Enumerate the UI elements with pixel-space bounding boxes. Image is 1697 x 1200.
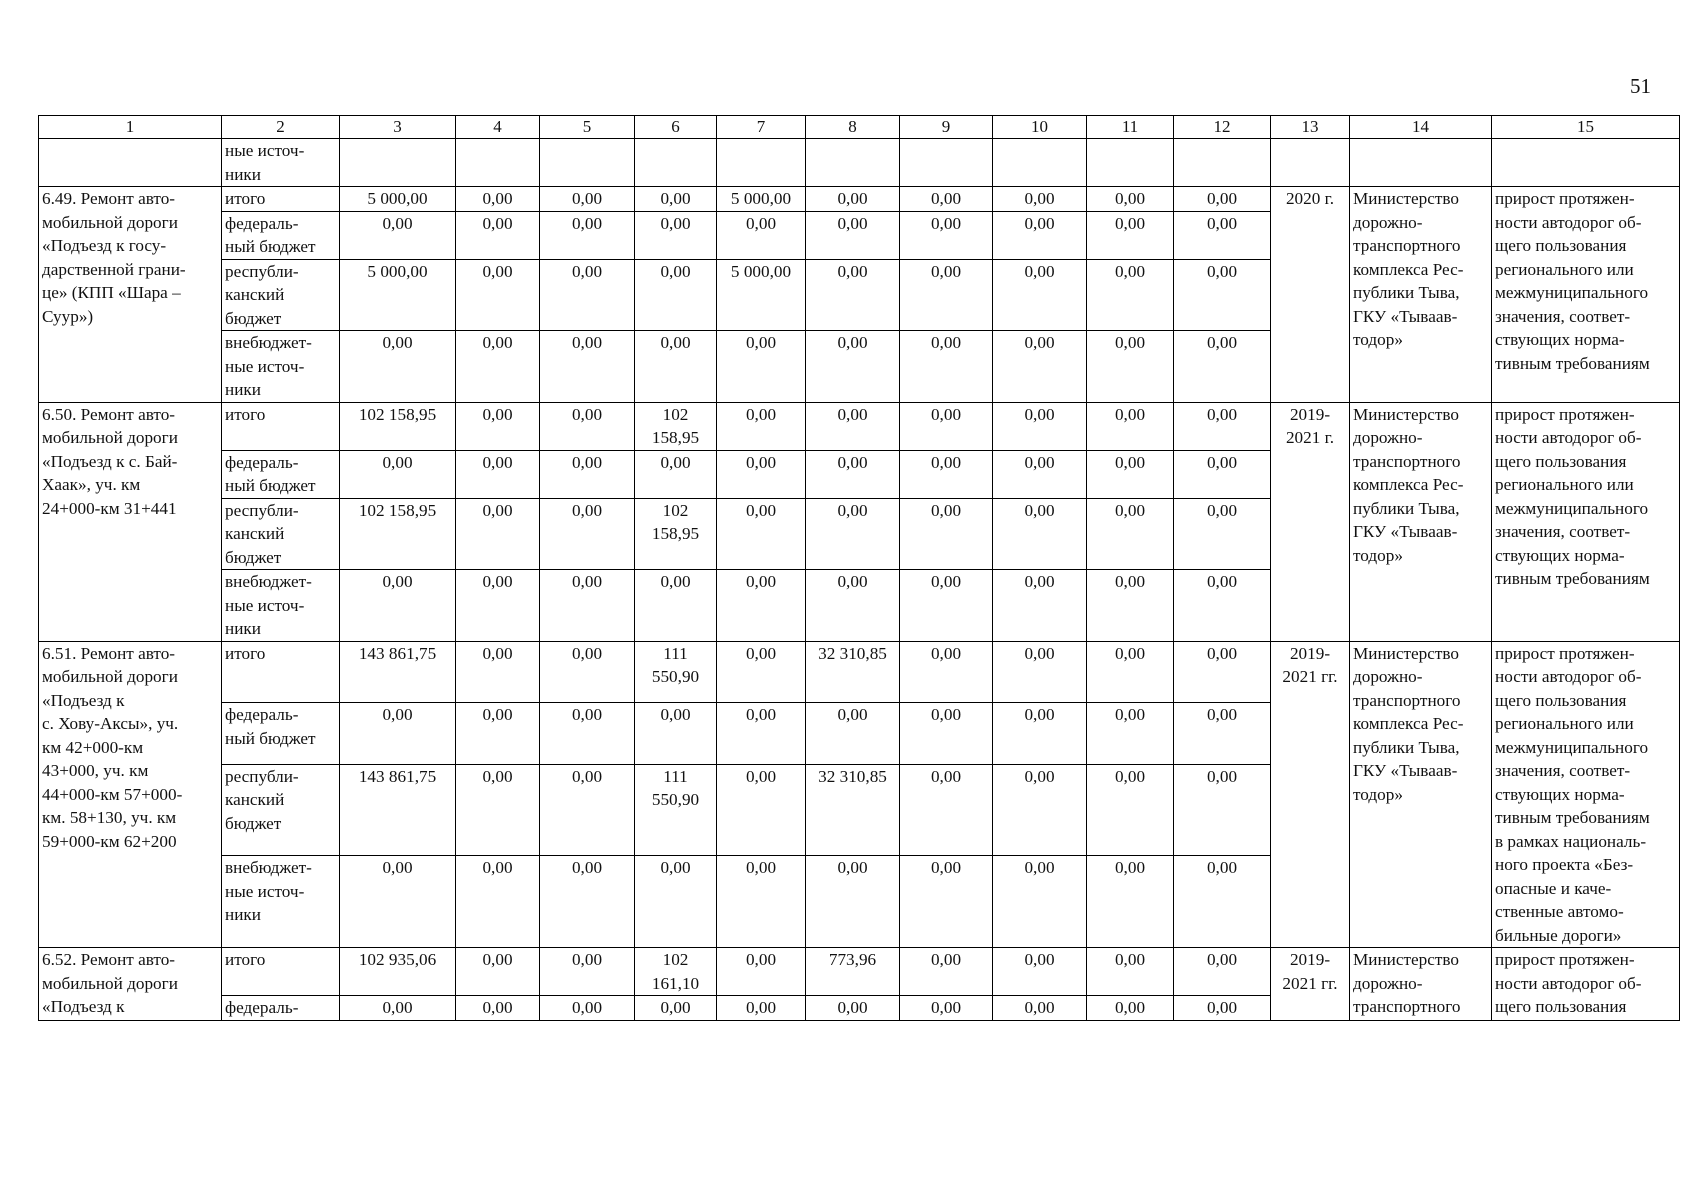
amount-cell: 0,00 bbox=[1174, 211, 1271, 259]
amount-cell: 0,00 bbox=[717, 641, 806, 703]
column-header: 9 bbox=[900, 116, 993, 139]
amount-cell: 0,00 bbox=[456, 402, 540, 450]
amount-cell: 0,00 bbox=[456, 703, 540, 765]
empty-cell bbox=[1087, 139, 1174, 187]
amount-cell: 111 550,90 bbox=[635, 764, 717, 856]
table-row bbox=[39, 402, 1680, 450]
empty-cell bbox=[1271, 139, 1350, 187]
amount-cell: 0,00 bbox=[1087, 948, 1174, 996]
amount-cell: 0,00 bbox=[806, 211, 900, 259]
funding-source: внебюджет- ные источ- ники bbox=[222, 856, 340, 948]
amount-cell: 0,00 bbox=[635, 259, 717, 331]
amount-cell: 0,00 bbox=[806, 570, 900, 642]
amount-cell: 0,00 bbox=[1174, 450, 1271, 498]
amount-cell: 143 861,75 bbox=[340, 641, 456, 703]
amount-cell: 0,00 bbox=[900, 402, 993, 450]
amount-cell: 5 000,00 bbox=[340, 259, 456, 331]
amount-cell: 0,00 bbox=[1087, 570, 1174, 642]
amount-cell: 0,00 bbox=[540, 211, 635, 259]
amount-cell: 773,96 bbox=[806, 948, 900, 996]
amount-cell: 0,00 bbox=[806, 703, 900, 765]
column-header: 3 bbox=[340, 116, 456, 139]
amount-cell: 0,00 bbox=[717, 211, 806, 259]
funding-source: республи- канский бюджет bbox=[222, 764, 340, 856]
funding-source: ные источ- ники bbox=[222, 139, 340, 187]
measure-name: 6.52. Ремонт авто- мобильной дороги «Подъезд к bbox=[39, 948, 222, 1021]
amount-cell: 0,00 bbox=[900, 948, 993, 996]
amount-cell: 0,00 bbox=[456, 450, 540, 498]
amount-cell: 0,00 bbox=[717, 331, 806, 403]
column-header: 15 bbox=[1492, 116, 1680, 139]
amount-cell: 143 861,75 bbox=[340, 764, 456, 856]
amount-cell: 0,00 bbox=[1174, 948, 1271, 996]
amount-cell: 102 158,95 bbox=[340, 402, 456, 450]
budget-table bbox=[38, 115, 1680, 1021]
measure-name: 6.50. Ремонт авто- мобильной дороги «Подъезд к с. Бай- Хаак», уч. км 24+000-км 31+441 bbox=[39, 402, 222, 641]
amount-cell: 102 935,06 bbox=[340, 948, 456, 996]
amount-cell: 0,00 bbox=[993, 570, 1087, 642]
amount-cell: 0,00 bbox=[540, 996, 635, 1021]
empty-cell bbox=[717, 139, 806, 187]
amount-cell: 0,00 bbox=[717, 570, 806, 642]
amount-cell: 0,00 bbox=[717, 856, 806, 948]
amount-cell: 0,00 bbox=[717, 703, 806, 765]
amount-cell: 0,00 bbox=[340, 856, 456, 948]
funding-source: федераль- ный бюджет bbox=[222, 211, 340, 259]
result-cell: прирост протяжен- ности автодорог об- щего пользования регионального или межмуниципального значения, соответ- ствующих норма- тивным требованиям bbox=[1492, 402, 1680, 641]
empty-cell bbox=[39, 139, 222, 187]
column-header: 2 bbox=[222, 116, 340, 139]
header-row bbox=[39, 116, 1680, 139]
empty-cell bbox=[635, 139, 717, 187]
amount-cell: 0,00 bbox=[993, 764, 1087, 856]
amount-cell: 102 158,95 bbox=[340, 498, 456, 570]
amount-cell: 0,00 bbox=[993, 948, 1087, 996]
amount-cell: 0,00 bbox=[540, 450, 635, 498]
amount-cell: 0,00 bbox=[635, 331, 717, 403]
amount-cell: 0,00 bbox=[1087, 187, 1174, 212]
amount-cell: 32 310,85 bbox=[806, 641, 900, 703]
amount-cell: 0,00 bbox=[900, 764, 993, 856]
amount-cell: 0,00 bbox=[993, 703, 1087, 765]
executor-cell: Министерство дорожно- транспортного комплекса Рес- публики Тыва, ГКУ «Тываав- тодор» bbox=[1350, 641, 1492, 948]
table-row bbox=[39, 187, 1680, 212]
amount-cell: 0,00 bbox=[900, 703, 993, 765]
amount-cell: 0,00 bbox=[900, 641, 993, 703]
amount-cell: 0,00 bbox=[1087, 331, 1174, 403]
column-header: 7 bbox=[717, 116, 806, 139]
period-cell: 2020 г. bbox=[1271, 187, 1350, 403]
amount-cell: 0,00 bbox=[456, 948, 540, 996]
executor-cell: Министерство дорожно- транспортного комплекса Рес- публики Тыва, ГКУ «Тываав- тодор» bbox=[1350, 402, 1492, 641]
amount-cell: 0,00 bbox=[1174, 259, 1271, 331]
empty-cell bbox=[1350, 139, 1492, 187]
amount-cell: 0,00 bbox=[1087, 450, 1174, 498]
empty-cell bbox=[806, 139, 900, 187]
empty-cell bbox=[900, 139, 993, 187]
column-header: 14 bbox=[1350, 116, 1492, 139]
amount-cell: 0,00 bbox=[900, 570, 993, 642]
empty-cell bbox=[1174, 139, 1271, 187]
amount-cell: 0,00 bbox=[993, 259, 1087, 331]
amount-cell: 0,00 bbox=[340, 331, 456, 403]
amount-cell: 0,00 bbox=[540, 764, 635, 856]
amount-cell: 0,00 bbox=[1087, 498, 1174, 570]
amount-cell: 0,00 bbox=[900, 856, 993, 948]
empty-cell bbox=[340, 139, 456, 187]
funding-source: внебюджет- ные источ- ники bbox=[222, 570, 340, 642]
amount-cell: 0,00 bbox=[456, 259, 540, 331]
funding-source: итого bbox=[222, 402, 340, 450]
amount-cell: 0,00 bbox=[456, 764, 540, 856]
amount-cell: 0,00 bbox=[540, 259, 635, 331]
amount-cell: 5 000,00 bbox=[717, 259, 806, 331]
amount-cell: 0,00 bbox=[993, 641, 1087, 703]
amount-cell: 0,00 bbox=[540, 703, 635, 765]
amount-cell: 0,00 bbox=[1174, 570, 1271, 642]
amount-cell: 0,00 bbox=[806, 996, 900, 1021]
empty-cell bbox=[540, 139, 635, 187]
result-cell: прирост протяжен- ности автодорог об- щего пользования bbox=[1492, 948, 1680, 1021]
amount-cell: 102 158,95 bbox=[635, 402, 717, 450]
amount-cell: 0,00 bbox=[1174, 703, 1271, 765]
amount-cell: 0,00 bbox=[1087, 856, 1174, 948]
amount-cell: 0,00 bbox=[635, 703, 717, 765]
column-header: 11 bbox=[1087, 116, 1174, 139]
column-header: 8 bbox=[806, 116, 900, 139]
amount-cell: 0,00 bbox=[340, 703, 456, 765]
period-cell: 2019- 2021 гг. bbox=[1271, 948, 1350, 1021]
amount-cell: 32 310,85 bbox=[806, 764, 900, 856]
amount-cell: 0,00 bbox=[993, 211, 1087, 259]
amount-cell: 0,00 bbox=[717, 402, 806, 450]
column-header: 6 bbox=[635, 116, 717, 139]
amount-cell: 0,00 bbox=[340, 570, 456, 642]
amount-cell: 0,00 bbox=[635, 570, 717, 642]
amount-cell: 0,00 bbox=[456, 996, 540, 1021]
amount-cell: 0,00 bbox=[340, 450, 456, 498]
amount-cell: 0,00 bbox=[540, 331, 635, 403]
funding-source: федераль- ный бюджет bbox=[222, 450, 340, 498]
amount-cell: 0,00 bbox=[900, 211, 993, 259]
column-header: 1 bbox=[39, 116, 222, 139]
amount-cell: 0,00 bbox=[900, 187, 993, 212]
amount-cell: 0,00 bbox=[1174, 498, 1271, 570]
amount-cell: 0,00 bbox=[540, 948, 635, 996]
table-row bbox=[39, 641, 1680, 703]
funding-source: итого bbox=[222, 641, 340, 703]
amount-cell: 0,00 bbox=[540, 641, 635, 703]
amount-cell: 102 158,95 bbox=[635, 498, 717, 570]
amount-cell: 0,00 bbox=[806, 856, 900, 948]
funding-source: внебюджет- ные источ- ники bbox=[222, 331, 340, 403]
amount-cell: 0,00 bbox=[1087, 259, 1174, 331]
amount-cell: 0,00 bbox=[993, 402, 1087, 450]
measure-name: 6.49. Ремонт авто- мобильной дороги «Подъезд к госу- дарственной грани- це» (КПП «Шара – Суур») bbox=[39, 187, 222, 403]
amount-cell: 0,00 bbox=[1174, 402, 1271, 450]
amount-cell: 0,00 bbox=[717, 450, 806, 498]
funding-source: республи- канский бюджет bbox=[222, 498, 340, 570]
amount-cell: 0,00 bbox=[993, 996, 1087, 1021]
amount-cell: 0,00 bbox=[993, 187, 1087, 212]
carry-over-row bbox=[39, 139, 1680, 187]
amount-cell: 0,00 bbox=[456, 331, 540, 403]
amount-cell: 0,00 bbox=[717, 996, 806, 1021]
amount-cell: 0,00 bbox=[900, 450, 993, 498]
amount-cell: 0,00 bbox=[1087, 996, 1174, 1021]
amount-cell: 0,00 bbox=[456, 570, 540, 642]
executor-cell: Министерство дорожно- транспортного bbox=[1350, 948, 1492, 1021]
amount-cell: 0,00 bbox=[806, 331, 900, 403]
amount-cell: 0,00 bbox=[340, 211, 456, 259]
funding-source: итого bbox=[222, 948, 340, 996]
amount-cell: 0,00 bbox=[1087, 764, 1174, 856]
amount-cell: 0,00 bbox=[456, 641, 540, 703]
amount-cell: 0,00 bbox=[806, 498, 900, 570]
column-header: 5 bbox=[540, 116, 635, 139]
amount-cell: 0,00 bbox=[540, 498, 635, 570]
amount-cell: 0,00 bbox=[993, 498, 1087, 570]
amount-cell: 0,00 bbox=[1087, 641, 1174, 703]
amount-cell: 0,00 bbox=[540, 402, 635, 450]
amount-cell: 0,00 bbox=[993, 856, 1087, 948]
amount-cell: 0,00 bbox=[1174, 331, 1271, 403]
amount-cell: 0,00 bbox=[806, 259, 900, 331]
amount-cell: 0,00 bbox=[806, 187, 900, 212]
amount-cell: 5 000,00 bbox=[717, 187, 806, 212]
measure-name: 6.51. Ремонт авто- мобильной дороги «Подъезд к с. Хову-Аксы», уч. км 42+000-км 43+000, уч. км 44+000-км 57+000- км. 58+130, уч. км 59+000-км 62+200 bbox=[39, 641, 222, 948]
amount-cell: 0,00 bbox=[340, 996, 456, 1021]
amount-cell: 0,00 bbox=[1174, 996, 1271, 1021]
funding-source: федераль- ный бюджет bbox=[222, 703, 340, 765]
empty-cell bbox=[1492, 139, 1680, 187]
amount-cell: 0,00 bbox=[635, 450, 717, 498]
amount-cell: 5 000,00 bbox=[340, 187, 456, 212]
amount-cell: 0,00 bbox=[1087, 402, 1174, 450]
result-cell: прирост протяжен- ности автодорог об- щего пользования регионального или межмуниципального значения, соответ- ствующих норма- тивным требованиям bbox=[1492, 187, 1680, 403]
amount-cell: 0,00 bbox=[635, 211, 717, 259]
table-row bbox=[39, 948, 1680, 996]
empty-cell bbox=[993, 139, 1087, 187]
funding-source: итого bbox=[222, 187, 340, 212]
amount-cell: 0,00 bbox=[1174, 856, 1271, 948]
column-header: 4 bbox=[456, 116, 540, 139]
amount-cell: 0,00 bbox=[1174, 764, 1271, 856]
amount-cell: 0,00 bbox=[717, 764, 806, 856]
amount-cell: 0,00 bbox=[540, 187, 635, 212]
column-header: 13 bbox=[1271, 116, 1350, 139]
amount-cell: 0,00 bbox=[635, 856, 717, 948]
amount-cell: 0,00 bbox=[900, 996, 993, 1021]
amount-cell: 0,00 bbox=[1174, 641, 1271, 703]
amount-cell: 0,00 bbox=[993, 331, 1087, 403]
period-cell: 2019- 2021 г. bbox=[1271, 402, 1350, 641]
page-number: 51 bbox=[1630, 74, 1651, 98]
column-header: 12 bbox=[1174, 116, 1271, 139]
funding-source: республи- канский бюджет bbox=[222, 259, 340, 331]
amount-cell: 0,00 bbox=[1087, 211, 1174, 259]
amount-cell: 0,00 bbox=[456, 187, 540, 212]
amount-cell: 0,00 bbox=[635, 187, 717, 212]
result-cell: прирост протяжен- ности автодорог об- щего пользования регионального или межмуниципального значения, соответ- ствующих норма- тивным требованиям в рамках националь- ного проекта «Без- опасные и каче- ственные автомо- бильные дороги» bbox=[1492, 641, 1680, 948]
amount-cell: 0,00 bbox=[456, 211, 540, 259]
funding-source: федераль- bbox=[222, 996, 340, 1021]
executor-cell: Министерство дорожно- транспортного комплекса Рес- публики Тыва, ГКУ «Тываав- тодор» bbox=[1350, 187, 1492, 403]
amount-cell: 0,00 bbox=[456, 856, 540, 948]
amount-cell: 0,00 bbox=[717, 498, 806, 570]
amount-cell: 0,00 bbox=[456, 498, 540, 570]
amount-cell: 0,00 bbox=[806, 402, 900, 450]
period-cell: 2019- 2021 гг. bbox=[1271, 641, 1350, 948]
empty-cell bbox=[456, 139, 540, 187]
amount-cell: 111 550,90 bbox=[635, 641, 717, 703]
amount-cell: 0,00 bbox=[635, 996, 717, 1021]
amount-cell: 0,00 bbox=[540, 570, 635, 642]
amount-cell: 0,00 bbox=[1087, 703, 1174, 765]
amount-cell: 0,00 bbox=[806, 450, 900, 498]
amount-cell: 102 161,10 bbox=[635, 948, 717, 996]
amount-cell: 0,00 bbox=[900, 498, 993, 570]
amount-cell: 0,00 bbox=[993, 450, 1087, 498]
amount-cell: 0,00 bbox=[1174, 187, 1271, 212]
column-header: 10 bbox=[993, 116, 1087, 139]
amount-cell: 0,00 bbox=[900, 259, 993, 331]
amount-cell: 0,00 bbox=[717, 948, 806, 996]
amount-cell: 0,00 bbox=[540, 856, 635, 948]
amount-cell: 0,00 bbox=[900, 331, 993, 403]
